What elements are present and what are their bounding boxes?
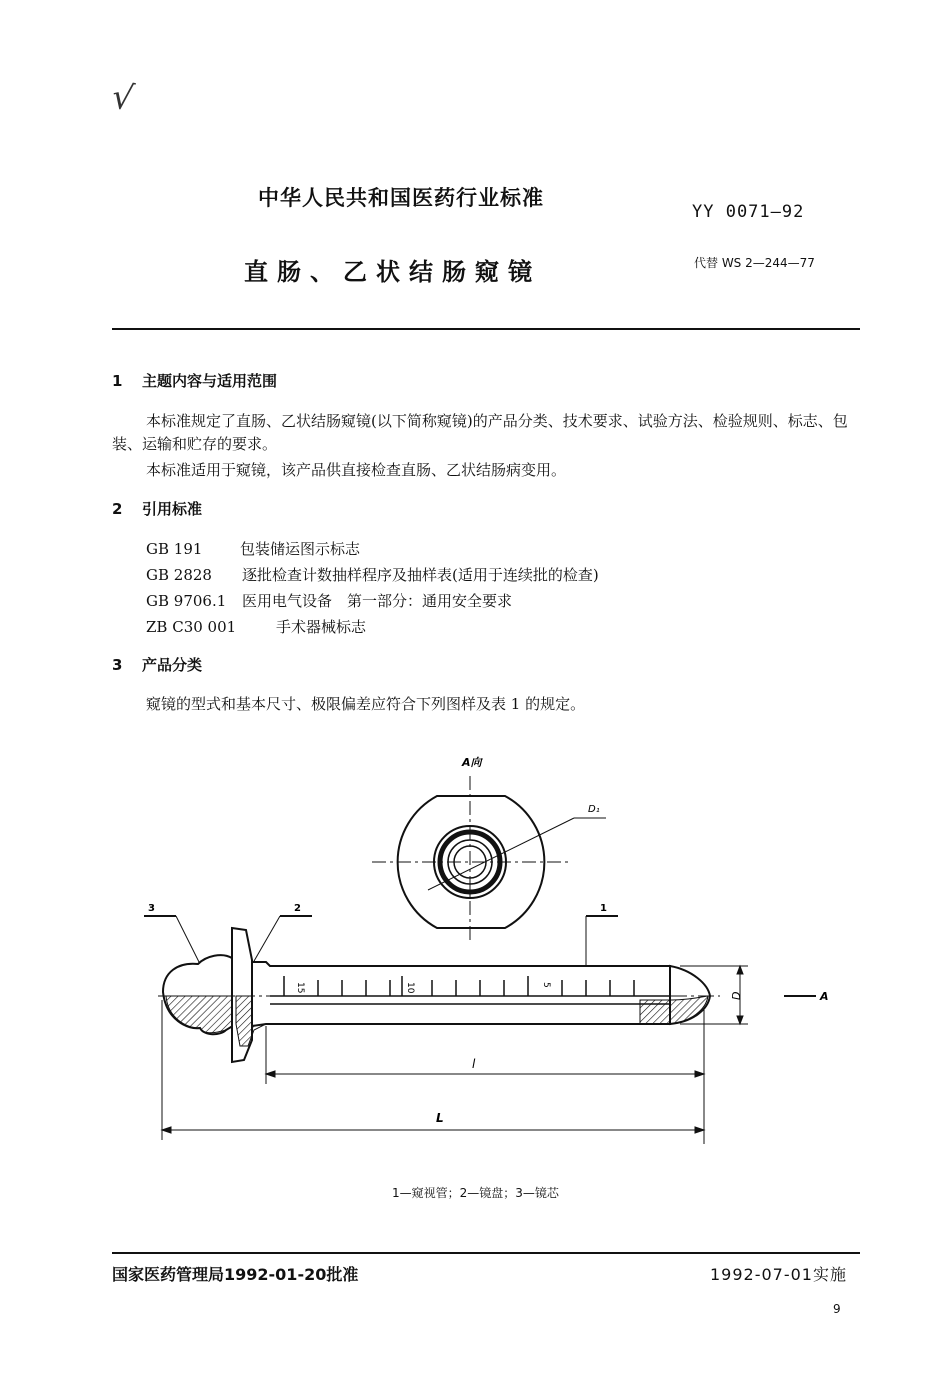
view-label: A向 [462,756,482,769]
callout-2: 2 [294,903,301,914]
reference-text: 手术器械标志 [276,618,367,636]
viewing-tube [252,962,670,1026]
replaces-standard: 代替 WS 2—244—77 [694,256,815,270]
side-view [158,928,720,1062]
scale-mark-5: 5 [541,982,551,988]
standard-number: YY 0071—92 [692,202,805,222]
l-dimension-label: l [472,1057,476,1071]
reference-code: GB 191 [146,540,203,558]
L-dimension-label: L [436,1111,444,1125]
document-title: 直肠、乙状结肠窥镜 [244,258,541,286]
tip-section [640,996,708,1024]
reference-code: ZB C30 001 [146,618,237,636]
scale-mark-15: 15 [295,982,305,994]
section-2-title: 引用标准 [142,500,203,518]
section-3-paragraph-1: 窥镜的型式和基本尺寸、极限偏差应符合下列图样及表 1 的规定。 [146,695,586,713]
view-arrow-label: A [820,990,829,1003]
reference-code: GB 9706.1 [146,592,227,610]
section-1-number: 1 [112,372,123,390]
footer-rule [112,1252,860,1254]
section-1-paragraph-2: 本标准适用于窥镜，该产品供直接检查直肠、乙状结肠病变用。 [146,461,567,479]
page-number: 9 [833,1302,841,1316]
d1-dimension-label: D₁ [588,804,600,815]
section-1-title: 主题内容与适用范围 [142,372,278,390]
figure-caption: 1—窥视管；2—镜盘；3—镜芯 [392,1186,559,1200]
d-dimension-label: D [730,991,743,1000]
reference-text: 医用电气设备 第一部分：通用安全要求 [242,592,513,610]
section-3-title: 产品分类 [142,656,203,674]
check-mark: √ [109,76,137,120]
reference-code: GB 2828 [146,566,212,584]
standard-organization: 中华人民共和国医药行业标准 [258,186,544,210]
section-2-number: 2 [112,500,123,518]
approval-date: 国家医药管理局1992-01-20批准 [112,1265,359,1284]
reference-text: 包装储运图示标志 [240,540,361,558]
callout-1: 1 [600,903,607,914]
effective-date: 1992-07-01实施 [710,1265,847,1284]
obturator-section [166,996,236,1033]
end-view [372,776,606,940]
reference-text: 逐批检查计数抽样程序及抽样表(适用于连续批的检查) [242,566,599,584]
section-3-number: 3 [112,656,123,674]
scale-mark-10: 10 [405,982,415,994]
section-1-paragraph-1: 本标准规定了直肠、乙状结肠窥镜(以下简称窥镜)的产品分类、技术要求、试验方法、检验规则、标志、包装、运输和贮存的要求。 [112,412,848,453]
callout-3: 3 [148,903,155,914]
